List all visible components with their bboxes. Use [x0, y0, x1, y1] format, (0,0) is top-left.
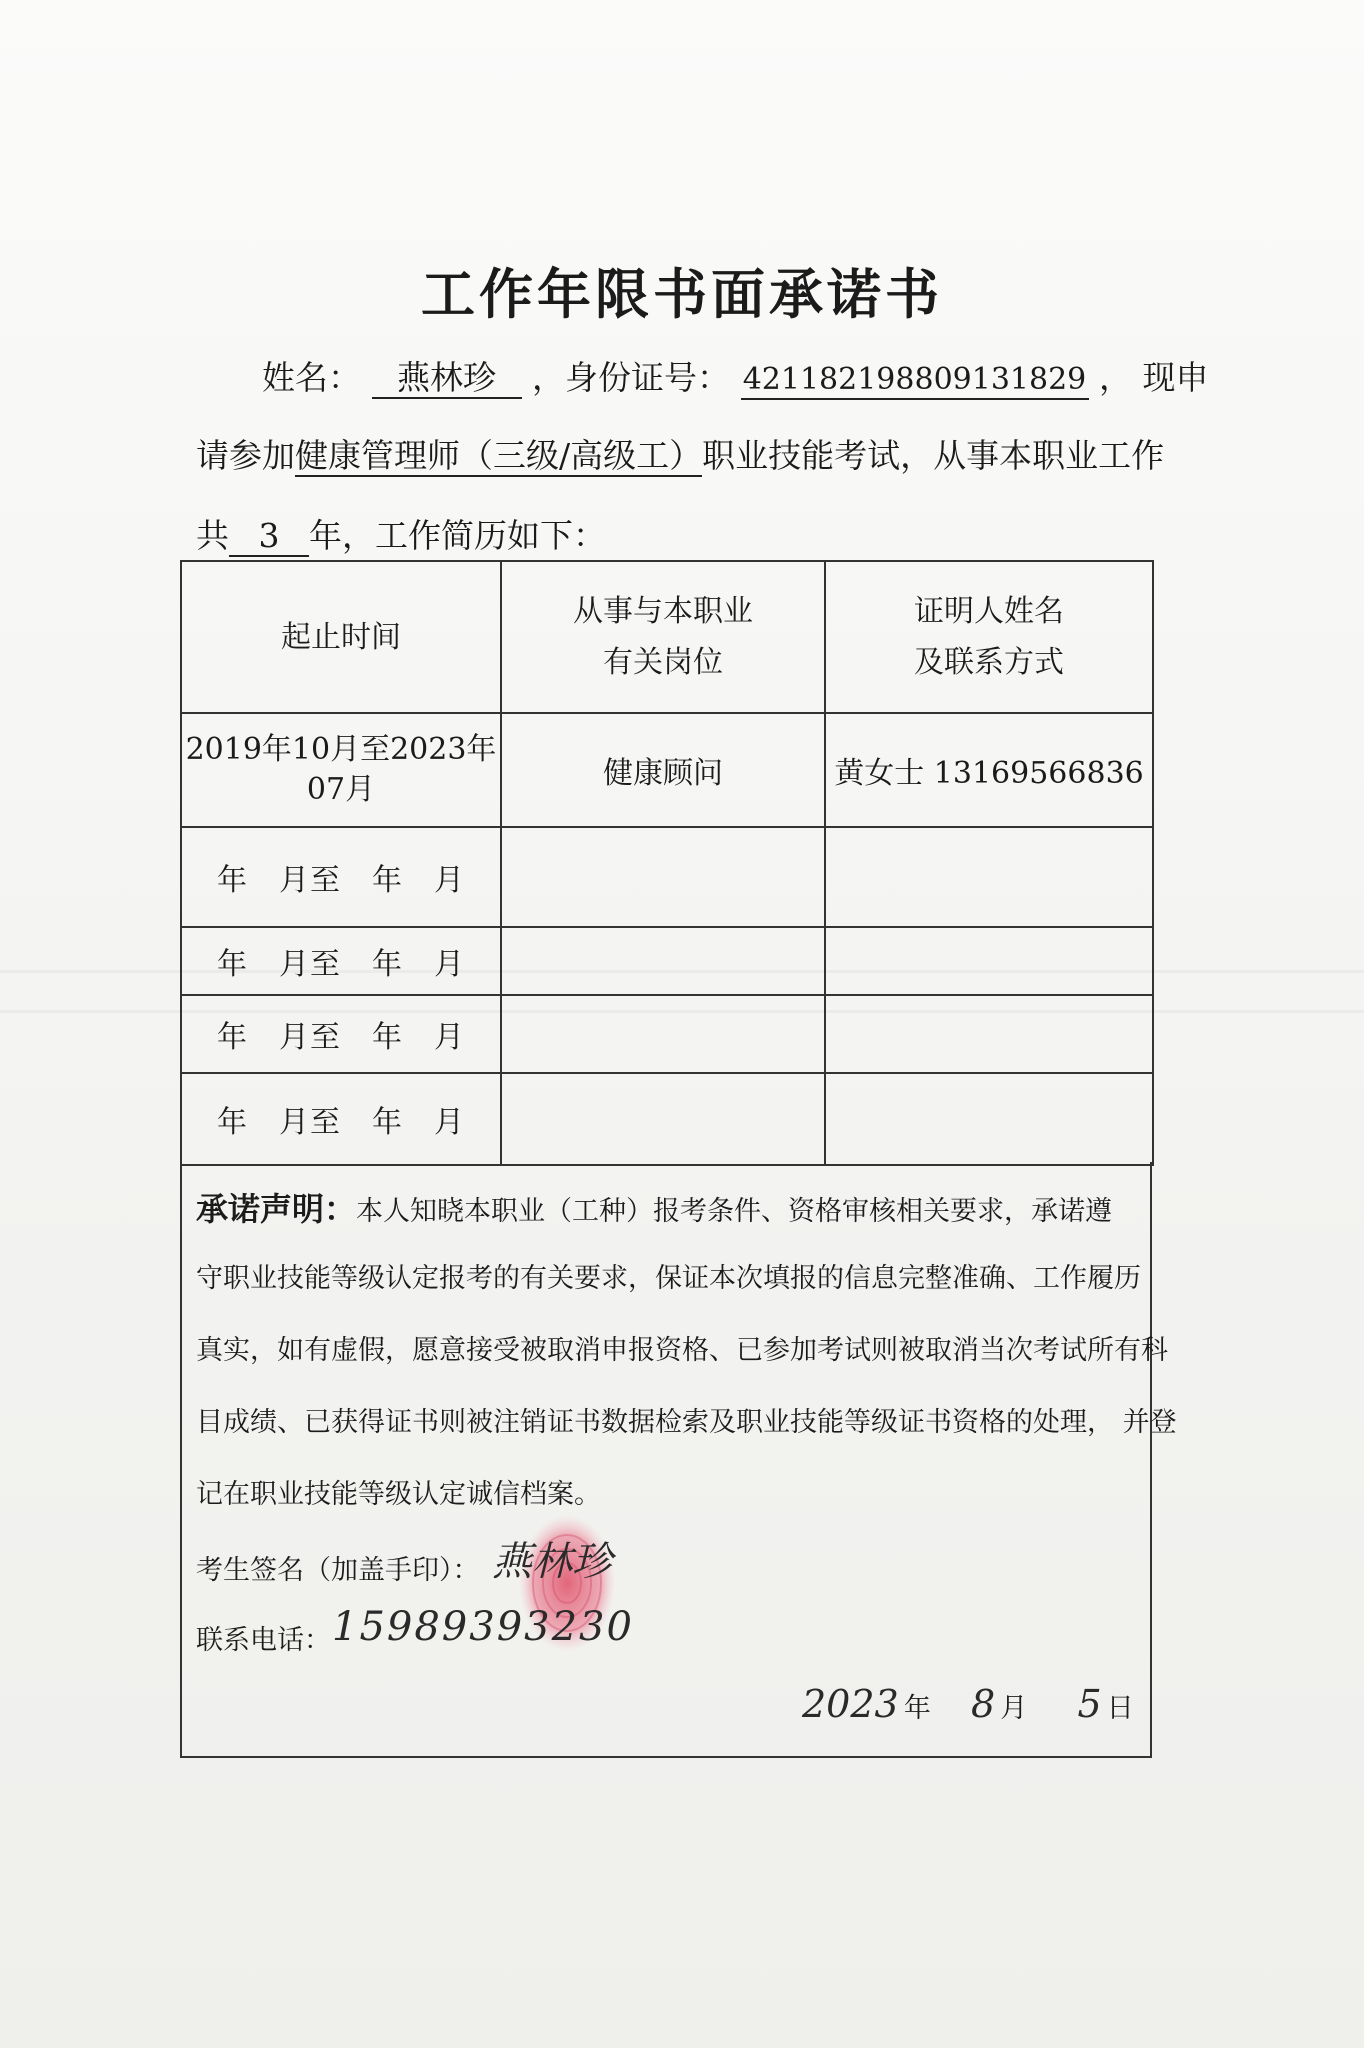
- apply-suffix: 职业技能考试，从事本职业工作: [702, 436, 1165, 475]
- declaration-line: 守职业技能等级认定报考的有关要求，保证本次填报的信息完整准确、工作履历: [196, 1263, 1141, 1294]
- witness-cell: [825, 1073, 1153, 1165]
- declaration-line: 承诺声明：本人知晓本职业（工种）报考条件、资格审核相关要求，承诺遵: [196, 1190, 1113, 1228]
- table-header-row: [181, 561, 1153, 713]
- applicant-line: [262, 352, 1209, 400]
- period-cell: 年 月至 年 月: [181, 1073, 501, 1165]
- header-witness: 证明人姓名 及联系方式: [825, 561, 1153, 713]
- occupation-line: [196, 430, 1164, 477]
- position-cell: [501, 927, 825, 995]
- header-period: 起止时间: [181, 561, 501, 713]
- id-label: ，身份证号：: [532, 358, 730, 397]
- position-cell: [501, 827, 825, 927]
- years-prefix: 共: [196, 516, 229, 555]
- header-position: 从事与本职业 有关岗位: [501, 561, 825, 713]
- day-unit: 日: [1106, 1693, 1134, 1724]
- signature-label: 考生签名（加盖手印）：: [196, 1555, 480, 1586]
- table-row: [181, 927, 1153, 995]
- table-row: [181, 995, 1153, 1073]
- witness-cell: [825, 927, 1153, 995]
- witness-cell: [825, 995, 1153, 1073]
- year-unit: 年: [903, 1693, 931, 1724]
- declaration-line: 真实，如有虚假，愿意接受被取消申报资格、已参加考试则被取消当次考试所有科: [196, 1335, 1168, 1366]
- document-title: 工作年限书面承诺书: [421, 263, 943, 326]
- years-suffix: 年，工作简历如下：: [309, 516, 606, 555]
- position-cell: [501, 995, 825, 1073]
- declaration-box: [180, 1162, 1177, 1758]
- handwritten-phone: 15989393230: [332, 1604, 634, 1650]
- position-cell: [501, 1073, 825, 1165]
- years-line: [196, 510, 606, 557]
- signing-date: [802, 1682, 1134, 1726]
- month-unit: 月: [1000, 1693, 1028, 1724]
- table-row: [181, 827, 1153, 927]
- declaration-line: 记在职业技能等级认定诚信档案。: [196, 1479, 601, 1510]
- id-number: 421182198809131829: [741, 363, 1089, 400]
- period-cell: 年 月至 年 月: [181, 827, 501, 927]
- occupation-name: 健康管理师（三级/高级工）: [295, 436, 703, 475]
- period-cell: 2019年10月至2023年 07月: [181, 713, 501, 827]
- period-cell: 年 月至 年 月: [181, 927, 501, 995]
- table-row: [181, 1073, 1153, 1165]
- years-value: 3: [229, 517, 309, 557]
- position-cell: 健康顾问: [501, 713, 825, 827]
- witness-cell: [825, 827, 1153, 927]
- declaration-line: 目成绩、已获得证书则被注销证书数据检索及职业技能等级证书资格的处理， 并登: [196, 1407, 1177, 1438]
- applicant-name: 燕林珍: [372, 359, 522, 399]
- date-month: 8: [971, 1682, 996, 1726]
- work-history-table: [180, 560, 1154, 1166]
- handwritten-signature: 燕林珍: [492, 1539, 612, 1585]
- date-year: 2023: [802, 1682, 899, 1726]
- witness-cell: 黄女士 13169566836: [825, 713, 1153, 827]
- date-day: 5: [1077, 1682, 1102, 1726]
- apply-prefix: 请参加: [196, 436, 295, 475]
- period-cell: 年 月至 年 月: [181, 995, 501, 1073]
- declaration-label: 承诺声明：: [196, 1190, 357, 1228]
- name-label: 姓名：: [262, 358, 361, 397]
- phone-label: 联系电话：: [196, 1625, 331, 1656]
- line1-tail: ， 现申: [1099, 358, 1209, 397]
- table-row: [181, 713, 1153, 827]
